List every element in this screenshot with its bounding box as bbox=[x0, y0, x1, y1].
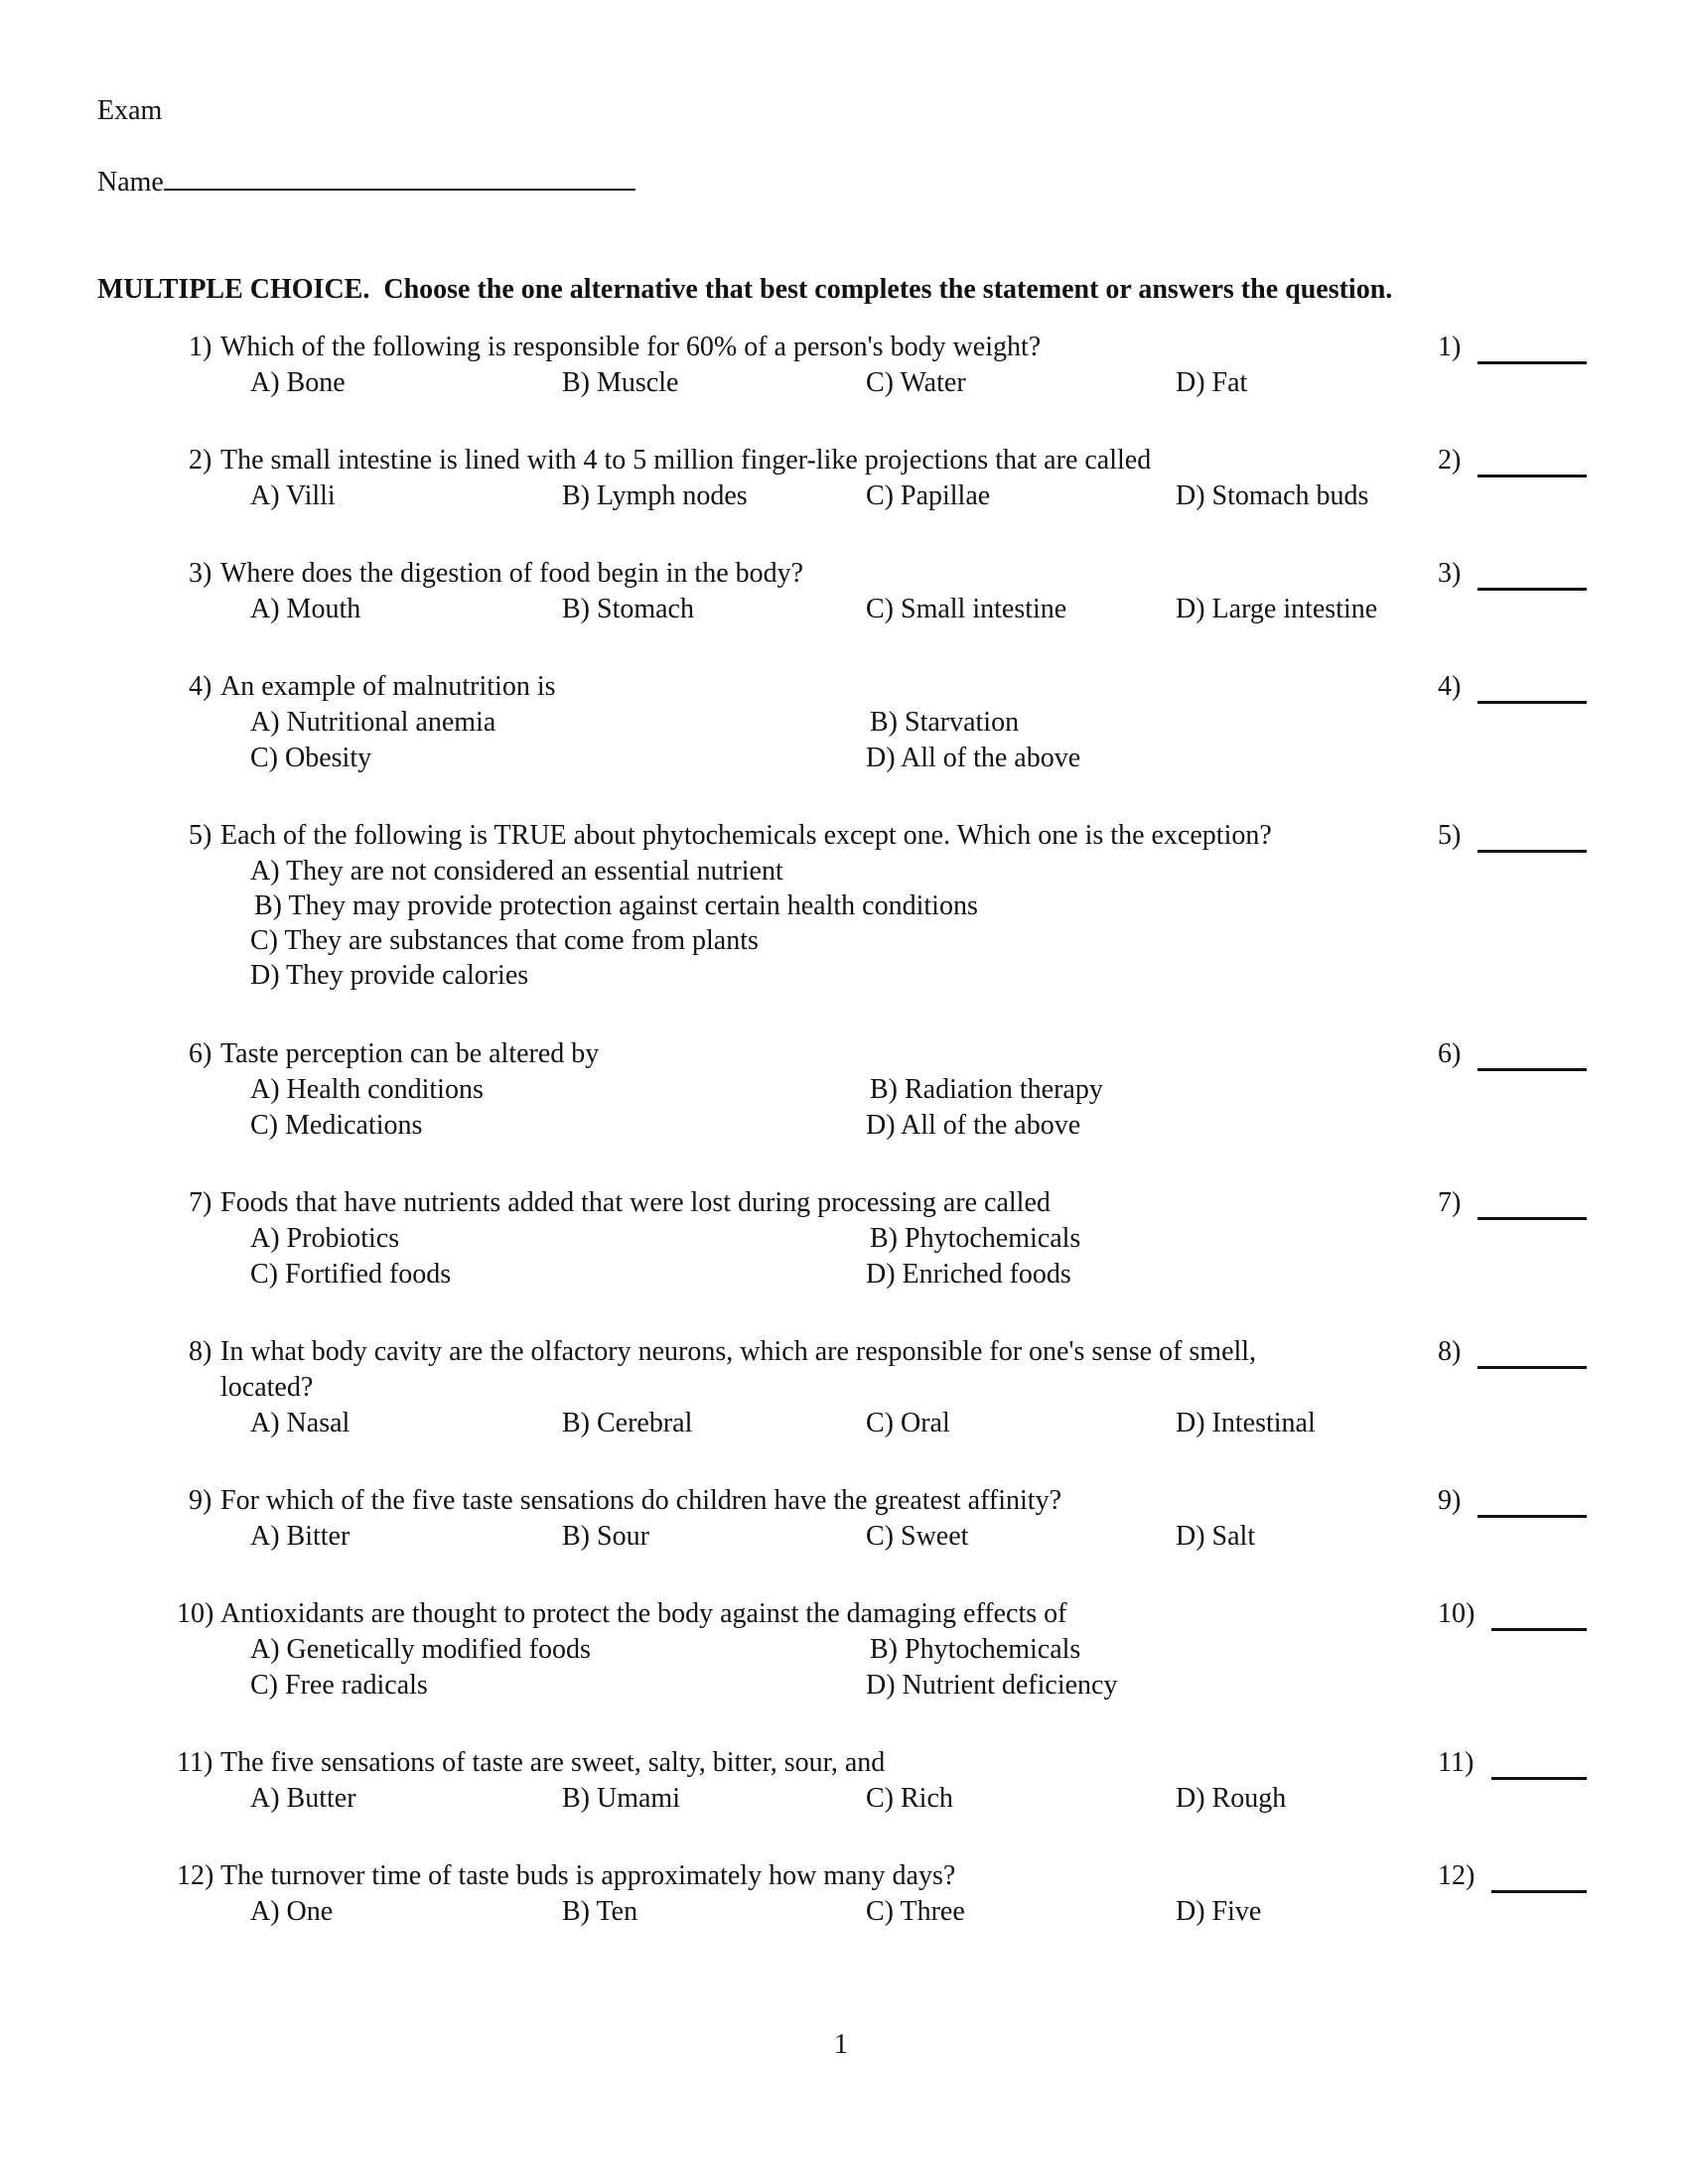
option-c[interactable]: C) Three bbox=[866, 1896, 965, 1927]
question-number: 6) bbox=[189, 1038, 212, 1069]
option-a[interactable]: A) Mouth bbox=[250, 594, 361, 624]
option-d[interactable]: D) Rough bbox=[1176, 1783, 1287, 1814]
option-a[interactable]: A) They are not considered an essential nutrient bbox=[250, 856, 783, 887]
option-b[interactable]: B) Radiation therapy bbox=[870, 1074, 1103, 1105]
option-b[interactable]: B) Muscle bbox=[562, 367, 679, 398]
question-number: 4) bbox=[189, 671, 212, 702]
question-number: 12) bbox=[177, 1860, 214, 1891]
answer-label: 4) bbox=[1438, 671, 1462, 702]
question-stem: In what body cavity are the olfactory neurons, which are responsible for one's sense of smell, bbox=[220, 1336, 1257, 1367]
name-blank-line[interactable] bbox=[164, 188, 635, 191]
answer-blank[interactable] bbox=[1477, 850, 1587, 853]
answer-blank[interactable] bbox=[1477, 361, 1587, 364]
name-label: Name bbox=[97, 167, 164, 198]
option-a[interactable]: A) Health conditions bbox=[250, 1074, 484, 1105]
option-d[interactable]: D) All of the above bbox=[866, 1110, 1081, 1141]
exam-label: Exam bbox=[97, 95, 163, 126]
answer-blank[interactable] bbox=[1477, 588, 1587, 591]
option-d[interactable]: D) Salt bbox=[1176, 1521, 1256, 1552]
option-d[interactable]: D) They provide calories bbox=[250, 960, 529, 991]
option-d[interactable]: D) All of the above bbox=[866, 743, 1081, 773]
option-b[interactable]: B) Ten bbox=[562, 1896, 638, 1927]
answer-label: 9) bbox=[1438, 1485, 1462, 1516]
option-a[interactable]: A) Nasal bbox=[250, 1408, 351, 1438]
question-stem: Where does the digestion of food begin in the body? bbox=[220, 558, 804, 589]
option-b[interactable]: B) Sour bbox=[562, 1521, 649, 1552]
option-c[interactable]: C) Water bbox=[866, 367, 966, 398]
option-c[interactable]: C) Free radicals bbox=[250, 1670, 428, 1701]
option-c[interactable]: C) Papillae bbox=[866, 480, 991, 511]
question-stem: Which of the following is responsible for 60% of a person's body weight? bbox=[220, 332, 1042, 362]
option-c[interactable]: C) Oral bbox=[866, 1408, 950, 1438]
question-number: 10) bbox=[177, 1598, 214, 1629]
option-c[interactable]: C) Small intestine bbox=[866, 594, 1067, 624]
question-number: 5) bbox=[189, 820, 212, 851]
answer-label: 5) bbox=[1438, 820, 1462, 851]
question-number: 3) bbox=[189, 558, 212, 589]
answer-label: 1) bbox=[1438, 332, 1462, 362]
question-number: 7) bbox=[189, 1187, 212, 1218]
option-d[interactable]: D) Enriched foods bbox=[866, 1259, 1071, 1290]
answer-blank[interactable] bbox=[1477, 475, 1587, 478]
option-b[interactable]: B) Cerebral bbox=[562, 1408, 693, 1438]
option-a[interactable]: A) Probiotics bbox=[250, 1223, 400, 1254]
question-stem: An example of malnutrition is bbox=[220, 671, 556, 702]
answer-blank[interactable] bbox=[1491, 1890, 1587, 1893]
instructions-text: Choose the one alternative that best completes the statement or answers the question. bbox=[383, 274, 1393, 305]
answer-label: 2) bbox=[1438, 445, 1462, 476]
option-c[interactable]: C) They are substances that come from plants bbox=[250, 925, 759, 956]
answer-label: 8) bbox=[1438, 1336, 1462, 1367]
question-stem: Taste perception can be altered by bbox=[220, 1038, 600, 1069]
option-d[interactable]: D) Fat bbox=[1176, 367, 1248, 398]
option-a[interactable]: A) One bbox=[250, 1896, 334, 1927]
answer-label: 10) bbox=[1438, 1598, 1476, 1629]
question-stem-continued: located? bbox=[220, 1372, 314, 1403]
option-b[interactable]: B) They may provide protection against certain health conditions bbox=[254, 890, 978, 921]
answer-blank[interactable] bbox=[1477, 701, 1587, 704]
question-stem: The turnover time of taste buds is approximately how many days? bbox=[220, 1860, 956, 1891]
answer-label: 6) bbox=[1438, 1038, 1462, 1069]
question-number: 1) bbox=[189, 332, 212, 362]
option-c[interactable]: C) Sweet bbox=[866, 1521, 969, 1552]
option-b[interactable]: B) Lymph nodes bbox=[562, 480, 748, 511]
option-d[interactable]: D) Large intestine bbox=[1176, 594, 1378, 624]
option-a[interactable]: A) Villi bbox=[250, 480, 336, 511]
question-number: 11) bbox=[177, 1747, 213, 1778]
question-number: 2) bbox=[189, 445, 212, 476]
option-d[interactable]: D) Intestinal bbox=[1176, 1408, 1316, 1438]
answer-label: 12) bbox=[1438, 1860, 1476, 1891]
option-d[interactable]: D) Stomach buds bbox=[1176, 480, 1369, 511]
answer-blank[interactable] bbox=[1477, 1515, 1587, 1518]
question-stem: Antioxidants are thought to protect the body against the damaging effects of bbox=[220, 1598, 1067, 1629]
answer-blank[interactable] bbox=[1477, 1068, 1587, 1071]
answer-label: 7) bbox=[1438, 1187, 1462, 1218]
option-a[interactable]: A) Nutritional anemia bbox=[250, 707, 496, 738]
option-b[interactable]: B) Starvation bbox=[870, 707, 1020, 738]
answer-blank[interactable] bbox=[1491, 1628, 1587, 1631]
option-c[interactable]: C) Obesity bbox=[250, 743, 372, 773]
option-c[interactable]: C) Rich bbox=[866, 1783, 953, 1814]
question-number: 8) bbox=[189, 1336, 212, 1367]
option-a[interactable]: A) Butter bbox=[250, 1783, 356, 1814]
option-b[interactable]: B) Phytochemicals bbox=[870, 1223, 1081, 1254]
question-stem: Foods that have nutrients added that were lost during processing are called bbox=[220, 1187, 1051, 1218]
option-a[interactable]: A) Genetically modified foods bbox=[250, 1634, 591, 1665]
question-number: 9) bbox=[189, 1485, 212, 1516]
answer-label: 3) bbox=[1438, 558, 1462, 589]
option-d[interactable]: D) Nutrient deficiency bbox=[866, 1670, 1118, 1701]
option-c[interactable]: C) Fortified foods bbox=[250, 1259, 452, 1290]
name-field[interactable] bbox=[97, 167, 635, 199]
instructions bbox=[97, 274, 1392, 306]
question-stem: Each of the following is TRUE about phytochemicals except one. Which one is the exception? bbox=[220, 820, 1272, 851]
option-b[interactable]: B) Phytochemicals bbox=[870, 1634, 1081, 1665]
answer-blank[interactable] bbox=[1491, 1777, 1587, 1780]
option-a[interactable]: A) Bone bbox=[250, 367, 346, 398]
answer-label: 11) bbox=[1438, 1747, 1475, 1778]
option-b[interactable]: B) Stomach bbox=[562, 594, 694, 624]
answer-blank[interactable] bbox=[1477, 1366, 1587, 1369]
option-b[interactable]: B) Umami bbox=[562, 1783, 680, 1814]
question-stem: For which of the five taste sensations do children have the greatest affinity? bbox=[220, 1485, 1061, 1516]
option-d[interactable]: D) Five bbox=[1176, 1896, 1262, 1927]
answer-blank[interactable] bbox=[1477, 1217, 1587, 1220]
instructions-heading: MULTIPLE CHOICE. bbox=[97, 274, 370, 305]
question-stem: The five sensations of taste are sweet, salty, bitter, sour, and bbox=[220, 1747, 886, 1778]
page-number: 1 bbox=[834, 2029, 848, 2060]
option-a[interactable]: A) Bitter bbox=[250, 1521, 351, 1552]
question-stem: The small intestine is lined with 4 to 5 million finger-like projections that are called bbox=[220, 445, 1152, 476]
option-c[interactable]: C) Medications bbox=[250, 1110, 423, 1141]
